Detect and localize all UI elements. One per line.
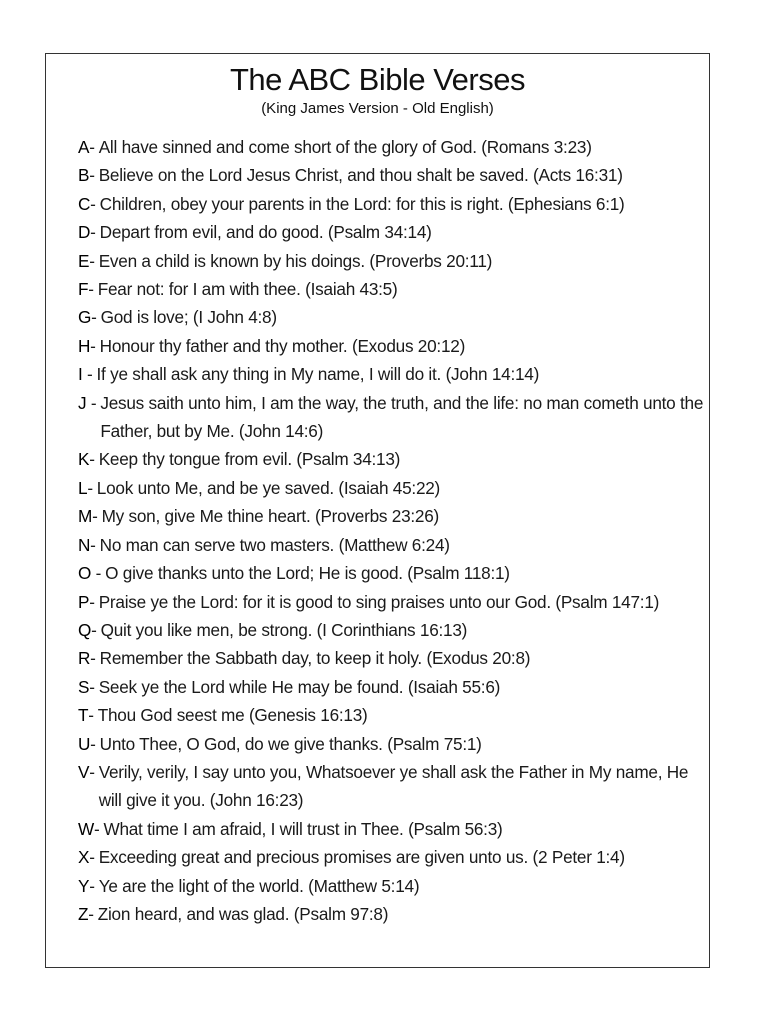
verse-item-i	[78, 360, 708, 388]
verse-text: Praise ye the Lord: for it is good to sing praises unto our God. (Psalm 147:1)	[98, 591, 660, 612]
verse-text: My son, give Me thine heart. (Proverbs 23:26)	[101, 506, 439, 527]
verse-item-n	[78, 531, 708, 559]
verse-item-y	[78, 872, 708, 900]
verse-text: Verily, verily, I say unto you, Whatsoever ye shall ask the Father in My name, He will give it you. (John 16:23)	[98, 761, 689, 811]
verse-separator: -	[90, 733, 96, 754]
verse-text: Believe on the Lord Jesus Christ, and thou shalt be saved. (Acts 16:31)	[98, 165, 623, 186]
verse-item-x	[78, 843, 708, 871]
verse-separator: -	[89, 676, 95, 697]
verse-separator: -	[91, 307, 97, 328]
verse-separator: -	[88, 903, 94, 924]
verse-separator: -	[91, 619, 97, 640]
verse-separator: -	[89, 250, 95, 271]
verse-separator: -	[89, 449, 95, 470]
verse-letter: E	[78, 250, 90, 271]
verse-letter: B	[78, 165, 90, 186]
verse-separator: -	[82, 364, 93, 385]
verse-item-d	[78, 218, 708, 246]
verse-text: Even a child is known by his doings. (Proverbs 20:11)	[98, 250, 493, 271]
verse-item-l	[78, 474, 708, 502]
verse-item-m	[78, 502, 708, 530]
verse-text: Seek ye the Lord while He may be found. (Isaiah 55:6)	[98, 676, 501, 697]
verse-text: No man can serve two masters. (Matthew 6:24)	[99, 534, 450, 555]
verse-text: Children, obey your parents in the Lord: for this is right. (Ephesians 6:1)	[99, 193, 625, 214]
verse-item-t	[78, 701, 708, 729]
verse-item-u	[78, 730, 708, 758]
verse-letter: F	[78, 279, 89, 300]
verse-letter: A	[78, 137, 90, 157]
verse-item-o	[78, 559, 708, 587]
verse-item-q	[78, 616, 708, 644]
verse-letter: Q	[78, 619, 92, 640]
verse-letter: P	[78, 591, 90, 612]
verse-text: If ye shall ask any thing in My name, I will do it. (John 14:14)	[96, 364, 540, 385]
verse-item-w	[78, 815, 708, 843]
verse-text: All have sinned and come short of the glory of God. (Romans 3:23)	[98, 137, 592, 157]
verse-letter: N	[78, 534, 91, 555]
verse-item-k	[78, 445, 708, 473]
verse-letter: W	[78, 818, 94, 839]
verse-separator: -	[92, 506, 98, 527]
verse-text: Keep thy tongue from evil. (Psalm 34:13)	[98, 449, 401, 470]
verse-text: Zion heard, and was glad. (Psalm 97:8)	[97, 903, 389, 924]
verse-separator: -	[88, 279, 94, 300]
verse-letter: G	[78, 307, 92, 328]
verse-separator: -	[86, 392, 97, 413]
verse-separator: -	[89, 847, 95, 868]
verse-separator: -	[91, 563, 102, 584]
verse-letter: U	[78, 733, 91, 754]
verse-separator: -	[88, 705, 94, 726]
verse-item-s	[78, 673, 708, 701]
verse-letter: Z	[78, 903, 89, 924]
verse-list	[78, 133, 708, 928]
verse-item-v	[78, 758, 708, 815]
verse-text: Jesus saith unto him, I am the way, the truth, and the life: no man cometh unto the Father, but by Me. (John 14:6)	[100, 392, 704, 442]
verse-text: Unto Thee, O God, do we give thanks. (Psalm 75:1)	[99, 733, 482, 754]
verse-letter: M	[78, 506, 93, 527]
verse-text: Quit you like men, be strong. (I Corinthians 16:13)	[100, 619, 468, 640]
verse-text: Fear not: for I am with thee. (Isaiah 43:5)	[97, 279, 398, 300]
verse-separator: -	[90, 222, 96, 243]
verse-text: Ye are the light of the world. (Matthew 5:14)	[98, 875, 420, 896]
verse-item-z	[78, 900, 708, 928]
verse-letter: H	[78, 335, 91, 356]
verse-text: Look unto Me, and be ye saved. (Isaiah 45:22)	[96, 477, 441, 498]
verse-letter: J	[78, 392, 87, 413]
verse-letter: T	[78, 705, 89, 726]
verse-letter: O	[78, 563, 92, 584]
verse-separator: -	[89, 591, 95, 612]
verse-separator: -	[90, 193, 96, 214]
verse-item-p	[78, 588, 708, 616]
page-subtitle: (King James Version - Old English)	[261, 100, 494, 117]
verse-item-r	[78, 644, 708, 672]
verse-separator: -	[90, 648, 96, 669]
verse-text: Depart from evil, and do good. (Psalm 34:14)	[99, 222, 432, 243]
verse-separator: -	[90, 534, 96, 555]
verse-item-g	[78, 303, 708, 331]
verse-letter: K	[78, 449, 90, 470]
verse-text: God is love; (I John 4:8)	[100, 307, 277, 328]
verse-item-e	[78, 247, 708, 275]
verse-text: Exceeding great and precious promises are given unto us. (2 Peter 1:4)	[98, 847, 625, 868]
verse-text: Thou God seest me (Genesis 16:13)	[97, 705, 368, 726]
verse-separator: -	[90, 335, 96, 356]
verse-separator: -	[89, 875, 95, 896]
verse-text: What time I am afraid, I will trust in Thee. (Psalm 56:3)	[103, 818, 503, 839]
verse-letter: I	[78, 364, 83, 385]
verse-item-f	[78, 275, 708, 303]
verse-letter: S	[78, 676, 90, 697]
verse-text: Honour thy father and thy mother. (Exodus 20:12)	[99, 335, 466, 356]
verse-separator: -	[89, 761, 95, 782]
verse-letter: V	[78, 761, 90, 782]
verse-text: O give thanks unto the Lord; He is good. (Psalm 118:1)	[105, 563, 510, 584]
verse-item-h	[78, 332, 708, 360]
verse-item-j	[78, 389, 708, 446]
verse-letter: R	[78, 648, 91, 669]
document-frame	[45, 53, 710, 968]
verse-letter: L	[78, 477, 88, 498]
verse-letter: Y	[78, 875, 90, 896]
verse-text: Remember the Sabbath day, to keep it holy. (Exodus 20:8)	[99, 648, 531, 669]
verse-separator: -	[87, 477, 93, 498]
page-title: The ABC Bible Verses	[230, 62, 525, 97]
verse-item-b	[78, 161, 708, 189]
verse-letter: D	[78, 222, 91, 243]
verse-letter: X	[78, 847, 90, 868]
verse-letter: C	[78, 193, 91, 214]
verse-item-c	[78, 190, 708, 218]
verse-separator: -	[93, 818, 100, 839]
verse-item-a	[78, 133, 708, 161]
verse-separator: -	[89, 165, 95, 186]
verse-separator: -	[89, 137, 95, 157]
